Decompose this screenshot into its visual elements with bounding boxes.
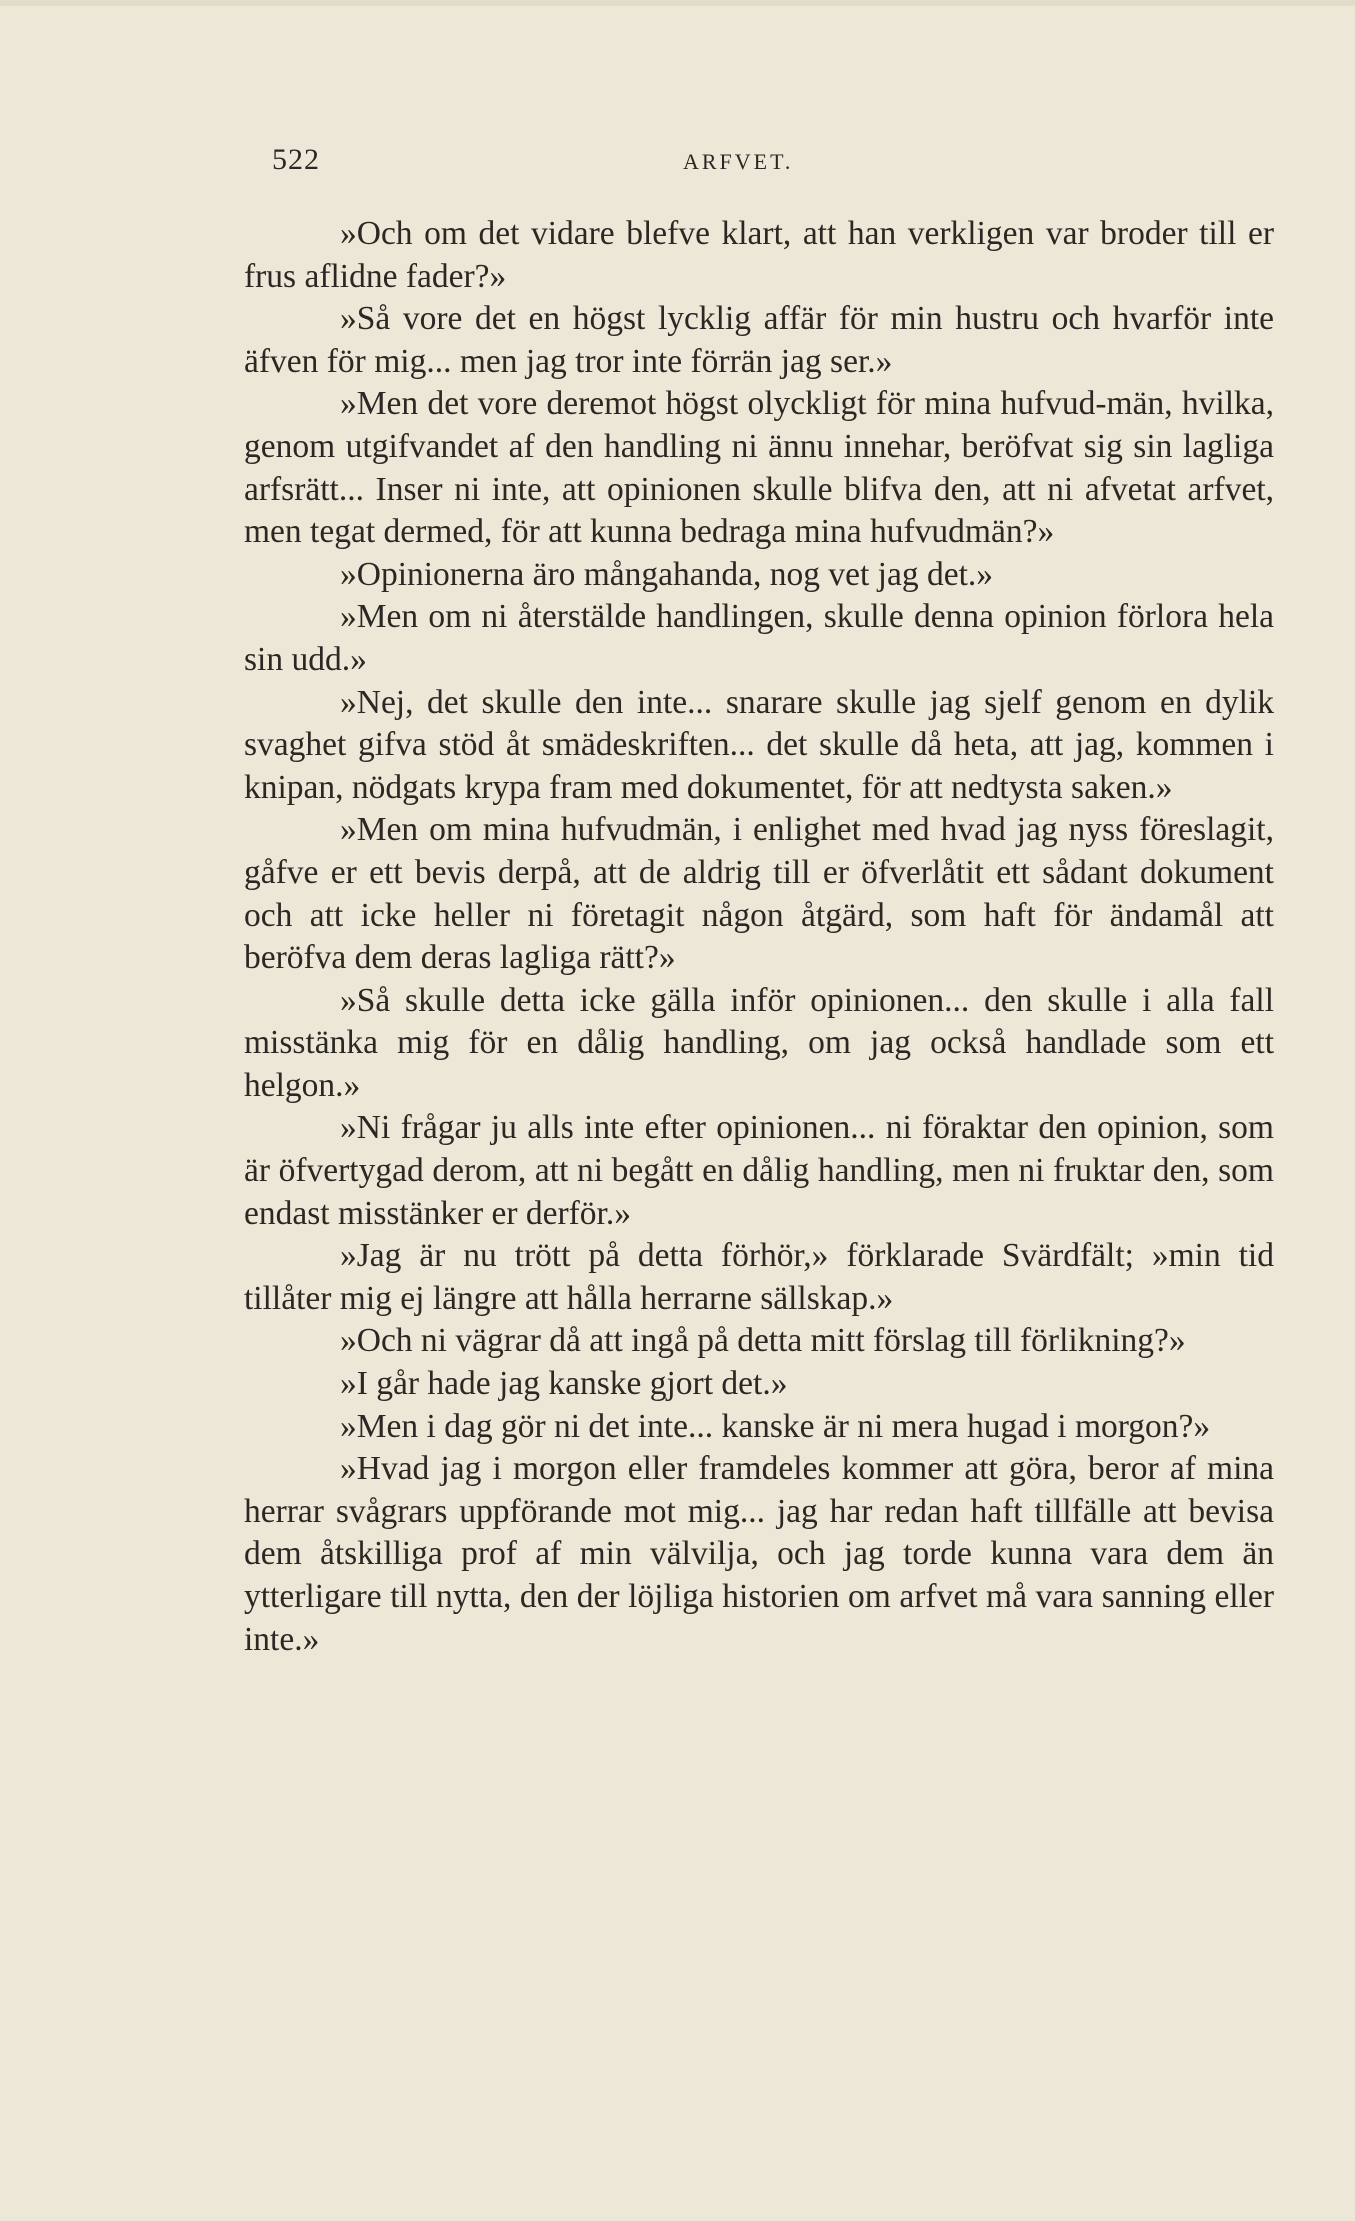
page-top-edge: [0, 0, 1355, 6]
page-number: 522: [272, 143, 320, 176]
paragraph: »Jag är nu trött på detta förhör,» förklarade Svärdfält; »min tid tillåter mig ej längre att hålla herrarne sällskap.»: [244, 1237, 1274, 1317]
paragraph: »Så skulle detta icke gälla inför opinionen... den skulle i alla fall misstänka mig för en dålig handling, om jag också handlade som ett helgon.»: [244, 981, 1274, 1104]
paragraph: »I går hade jag kanske gjort det.»: [340, 1365, 788, 1403]
paragraph: »Men i dag gör ni det inte... kanske är ni mera hugad i morgon?»: [340, 1407, 1211, 1445]
paragraph: »Nej, det skulle den inte... snarare skulle jag sjelf genom en dylik svaghet gifva stöd åt smädeskriften... det skulle då heta, att jag, kommen i knipan, nödgats krypa fram med dokumentet, för att nedtysta saken.»: [244, 683, 1274, 806]
paragraph: »Ni frågar ju alls inte efter opinionen... ni föraktar den opinion, som är öfvertygad derom, att ni begått en dålig handling, men ni fruktar den, som endast misstänker er derför.»: [244, 1109, 1274, 1232]
paragraph: »Men om mina hufvudmän, i enlighet med hvad jag nyss föreslagit, gåfve er ett bevis derpå, att de aldrig till er öfverlåtit ett sådant dokument och att icke heller ni företagit någon åtgärd, som haft för ändamål att beröfva dem deras lagliga rätt?»: [244, 811, 1274, 977]
paragraph: »Opinionerna äro mångahanda, nog vet jag det.»: [340, 555, 994, 593]
paragraph: »Men det vore deremot högst olyckligt för mina hufvud-män, hvilka, genom utgifvandet af den handling ni ännu innehar, beröfvat sig sin lagliga arfsrätt... Inser ni inte, att opinionen skulle blifva den, att ni afvetat arfvet, men tegat dermed, för att kunna bedraga mina hufvudmän?»: [244, 385, 1274, 551]
paragraph: »Men om ni återstälde handlingen, skulle denna opinion förlora hela sin udd.»: [244, 598, 1274, 678]
paragraph: »Så vore det en högst lycklig affär för min hustru och hvarför inte äfven för mig... men jag tror inte förrän jag ser.»: [244, 300, 1274, 380]
paragraph: »Och om det vidare blefve klart, att han verkligen var broder till er frus aflidne fader?»: [244, 215, 1274, 295]
paragraph: »Hvad jag i morgon eller framdeles kommer att göra, beror af mina herrar svågrars uppförande mot mig... jag har redan haft tillfälle att bevisa dem åtskilliga prof af min välvilja, och jag torde kunna vara dem än ytterligare till nytta, den der löjliga historien om arfvet må vara sanning eller inte.»: [244, 1450, 1274, 1658]
body-text: [244, 213, 1274, 1661]
paragraph: »Och ni vägrar då att ingå på detta mitt förslag till förlikning?»: [340, 1322, 1186, 1360]
page-header: [0, 143, 1355, 183]
running-title: ARFVET.: [683, 149, 794, 174]
